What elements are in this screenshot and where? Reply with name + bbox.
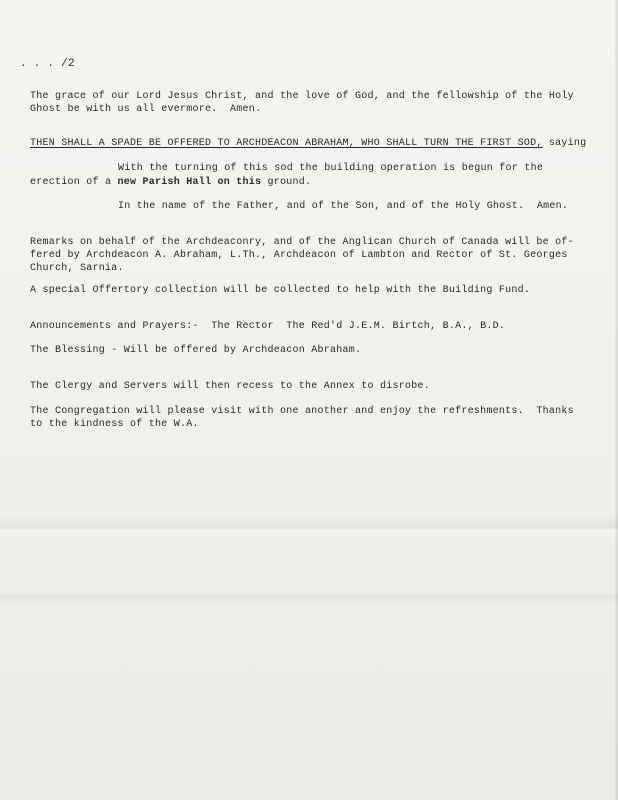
paper-crease — [0, 590, 618, 604]
blessing-line: The Blessing - Will be offered by Archdeacon Abraham. — [30, 345, 362, 356]
rubric-rest: saying — [542, 138, 587, 149]
sod-line-2-start: erection of a — [30, 177, 118, 188]
sod-line-2 — [30, 177, 311, 189]
trinity-line: In the name of the Father, and of the Son, and of the Holy Ghost. Amen. — [118, 201, 569, 212]
clergy-line: The Clergy and Servers will then recess to the Annex to disrobe. — [30, 381, 431, 392]
congregation-line-2: to the kindness of the W.A. — [30, 419, 199, 430]
congregation-line-1: The Congregation will please visit with one another and enjoy the refreshments. Thanks — [30, 406, 574, 417]
page-reference: . . . /2 — [20, 58, 75, 70]
sod-line-2-end: ground. — [261, 177, 312, 188]
sod-line-2-bold: new Parish Hall on this — [117, 177, 262, 188]
rubric-underlined: THEN SHALL A SPADE BE OFFERED TO ARCHDEACON ABRAHAM, WHO SHALL TURN THE FIRST SOD, — [30, 138, 543, 149]
remarks-line-1: Remarks on behalf of the Archdeaconry, and of the Anglican Church of Canada will be of- — [30, 237, 574, 248]
grace-line-1: The grace of our Lord Jesus Christ, and the love of God, and the fellowship of the Holy — [30, 91, 574, 102]
announcements-line: Announcements and Prayers:- The Rector The Red'd J.E.M. Birtch, B.A., B.D. — [30, 321, 506, 332]
paper-edge-shadow — [614, 0, 618, 800]
sod-line-1: With the turning of this sod the building operation is begun for the — [118, 163, 544, 174]
remarks-line-3: Church, Sarnia. — [30, 263, 124, 274]
grace-line-2: Ghost be with us all evermore. Amen. — [30, 104, 262, 115]
paper-fold — [0, 515, 618, 541]
remarks-line-2: fered by Archdeacon A. Abraham, L.Th., Archdeacon of Lambton and Rector of St. Georges — [30, 250, 568, 261]
offertory-line: A special Offertory collection will be collected to help with the Building Fund. — [30, 285, 531, 296]
rubric-line — [30, 138, 586, 150]
